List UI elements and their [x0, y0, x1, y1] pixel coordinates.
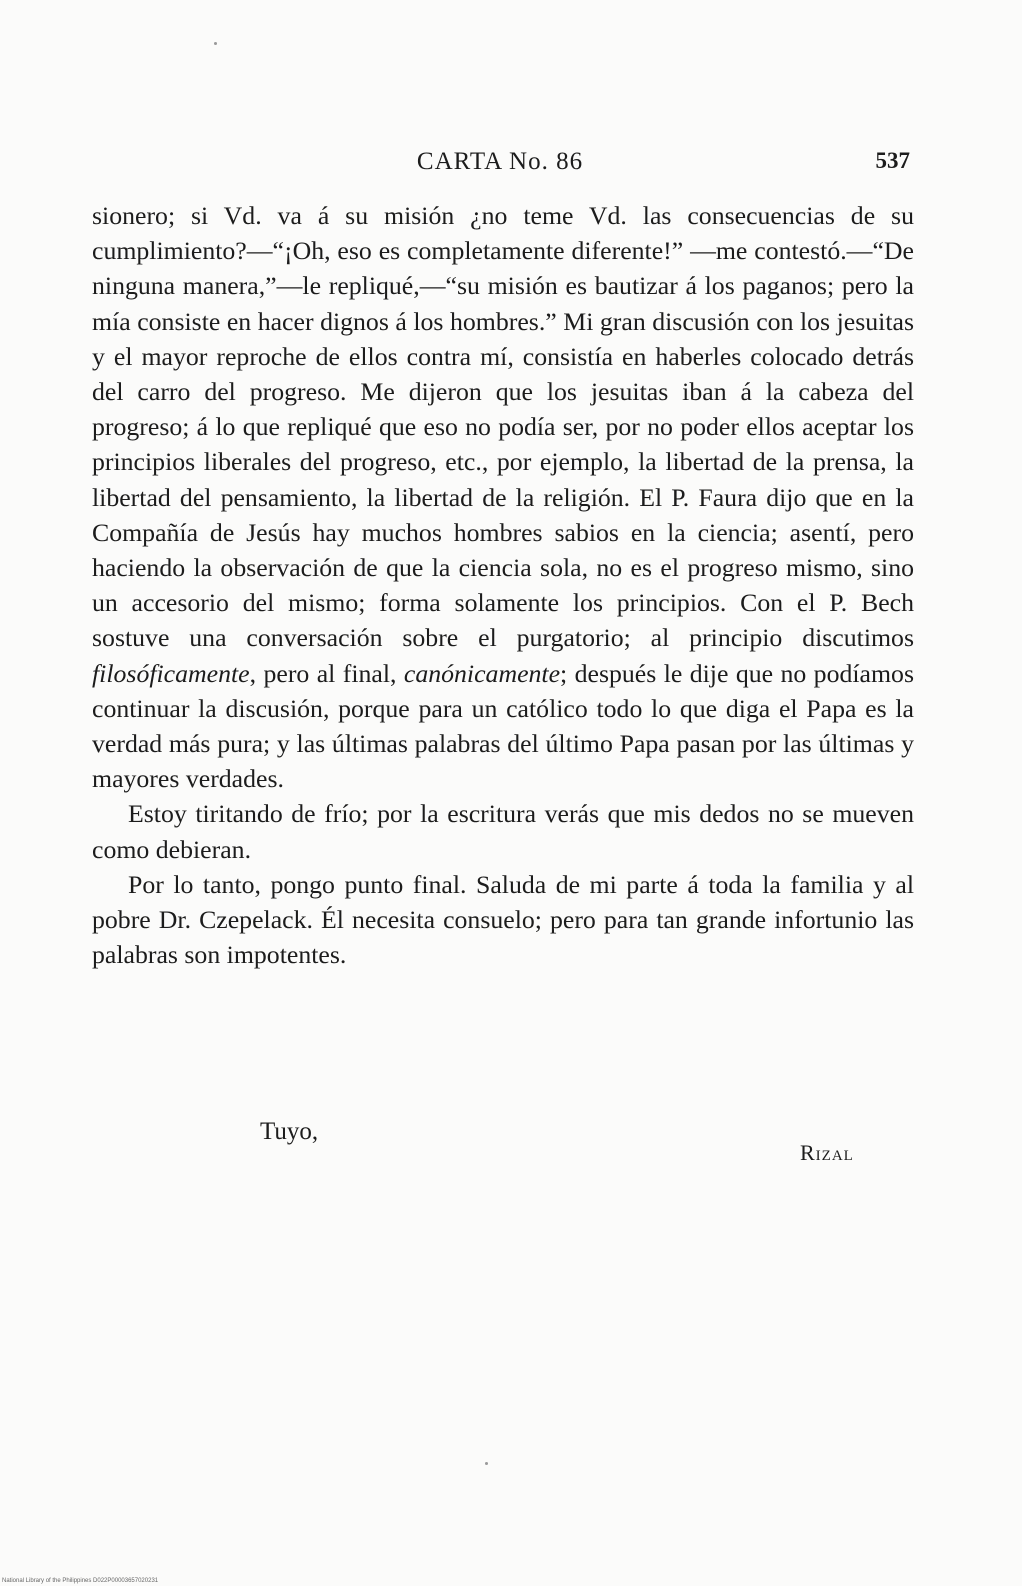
italic-segment: canónicamente — [403, 658, 561, 688]
text-segment: ; después le dije que no podíamos continuar la discusión, porque para un católico todo lo que diga el Papa es la verdad más pura; y las últimas palabras del último Papa pasan por las últimas y mayores verdades. — [92, 658, 914, 794]
letter-body — [92, 198, 914, 972]
italic-segment: filosóficamente — [92, 658, 250, 688]
closing-salutation: Tuyo, — [260, 1118, 319, 1145]
scan-speck — [214, 42, 217, 45]
paragraph-3 — [92, 867, 914, 973]
letter-title: CARTA No. 86 — [416, 148, 584, 175]
signature: Rizal — [800, 1140, 854, 1165]
text-segment: sionero; si Vd. va á su misión ¿no teme Vd. las consecuencias de su cumplimiento?—“¡Oh, eso es completamente diferente!” —me contestó.—“De ninguna manera,”—le repliqué,—“su misión es bautizar á los paganos; pero la mía consiste en hacer dignos á los hombres.” Mi gran discusión con los jesuitas y el mayor reproche de ellos contra mí, consistía en haberles colocado detrás del carro del progreso. Me dijeron que los jesuitas iban á la cabeza del progreso; á lo que repliqué que eso no podía ser, por no poder ellos aceptar los principios liberales del progreso, etc., por ejemplo, la libertad de la prensa, la libertad del pensamiento, la libertad de la religión. El P. Faura dijo que en la Compañía de Jesús hay muchos hombres sabios en la ciencia; asentí, pero haciendo la observación de que la ciencia sola, no es el progreso mismo, sino un accesorio del mismo; forma solamente los principios. Con el P. Bech sostuve una conversación sobre el purgatorio; al principio discutimos — [92, 201, 914, 653]
text-segment: , pero al final, — [249, 658, 404, 688]
page-header — [90, 148, 910, 188]
text-segment: Estoy tiritando de frío; por la escritura verás que mis dedos no se mueven como debieran. — [92, 799, 914, 864]
paragraph-2 — [92, 796, 914, 866]
scan-footer: National Library of the Philippines D022P00003657020231 — [2, 1578, 159, 1584]
text-segment: Por lo tanto, pongo punto final. Saluda de mi parte á toda la familia y al pobre Dr. Czepelack. Él necesita consuelo; pero para tan grande infortunio las palabras son impotentes. — [92, 869, 914, 970]
scan-speck — [485, 1462, 488, 1465]
page-number: 537 — [875, 148, 910, 173]
paragraph-1 — [92, 198, 914, 796]
